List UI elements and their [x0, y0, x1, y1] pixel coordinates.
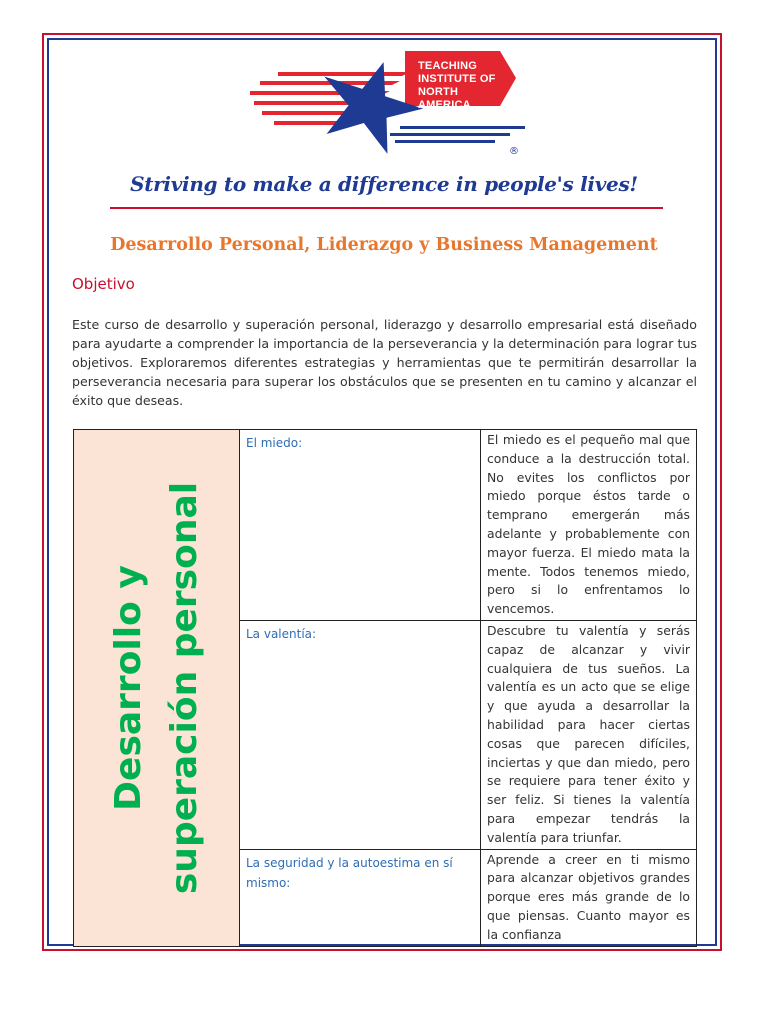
row-label-cell — [240, 849, 481, 946]
side-heading-line: superación personal — [163, 481, 205, 894]
row-description: Aprende a creer en ti mismo para alcanzar objetivos grandes porque eres más grande de lo que piensas. Cuanto mayor es la confianza — [487, 851, 690, 942]
document-title: Desarrollo Personal, Liderazgo y Business Management — [110, 235, 658, 255]
slogan: Striving to make a difference in people's lives! — [130, 172, 638, 196]
table-row — [74, 430, 697, 621]
row-description-cell — [481, 620, 697, 849]
logo-line: INSTITUTE OF — [418, 73, 496, 85]
row-description-cell — [481, 430, 697, 621]
side-heading-line: Desarrollo y — [107, 564, 149, 811]
logo-line: NORTH — [418, 86, 459, 98]
row-description: Descubre tu valentía y serás capaz de alcanzar y vivir cualquiera de tus sueños. La valentía es un acto que se elige y que ayuda a desarrollar la habilidad para hacer ciertas cosas que parecen difíciles, inciertas y que dan miedo, pero se requiere para tener éxito y ser feliz. Si tienes la valentía para empezar tendrás la valentía para triunfar. — [487, 622, 690, 845]
row-description-cell — [481, 849, 697, 946]
side-heading — [101, 482, 213, 894]
side-heading-cell — [74, 430, 240, 947]
logo-line: TEACHING — [418, 60, 478, 72]
section-heading: Objetivo — [72, 275, 135, 293]
row-label: La valentía: — [246, 626, 317, 641]
logo-wordmark — [418, 60, 496, 112]
logo-line: AMERICA — [418, 99, 471, 111]
row-label-cell — [240, 430, 481, 621]
slogan-divider — [110, 207, 663, 209]
row-label: La seguridad y la autoestima en sí mismo: — [246, 855, 453, 890]
content-table — [73, 429, 697, 947]
row-description: El miedo es el pequeño mal que conduce a la destrucción total. No evites los conflictos por miedo porque éstos tarde o temprano emergerán más adelante y probablemente con mayor fuerza. El miedo mata la mente. Todos tenemos miedo, pero si lo enfrentamos lo vencemos. — [487, 432, 690, 617]
registered-mark: ® — [509, 146, 519, 157]
row-label: El miedo: — [246, 436, 303, 450]
intro-paragraph: Este curso de desarrollo y superación personal, liderazgo y desarrollo empresarial está diseñado para ayudarte a comprender la importancia de la perseverancia y la determinación para lograr tus objetivos. Exploraremos diferentes estrategias y herramientas que te permitirán desarrollar la perseverancia necesaria para superar los obstáculos que se presenten en tu camino y alcanzar el éxito que deseas. — [72, 317, 697, 408]
row-label-cell — [240, 620, 481, 849]
